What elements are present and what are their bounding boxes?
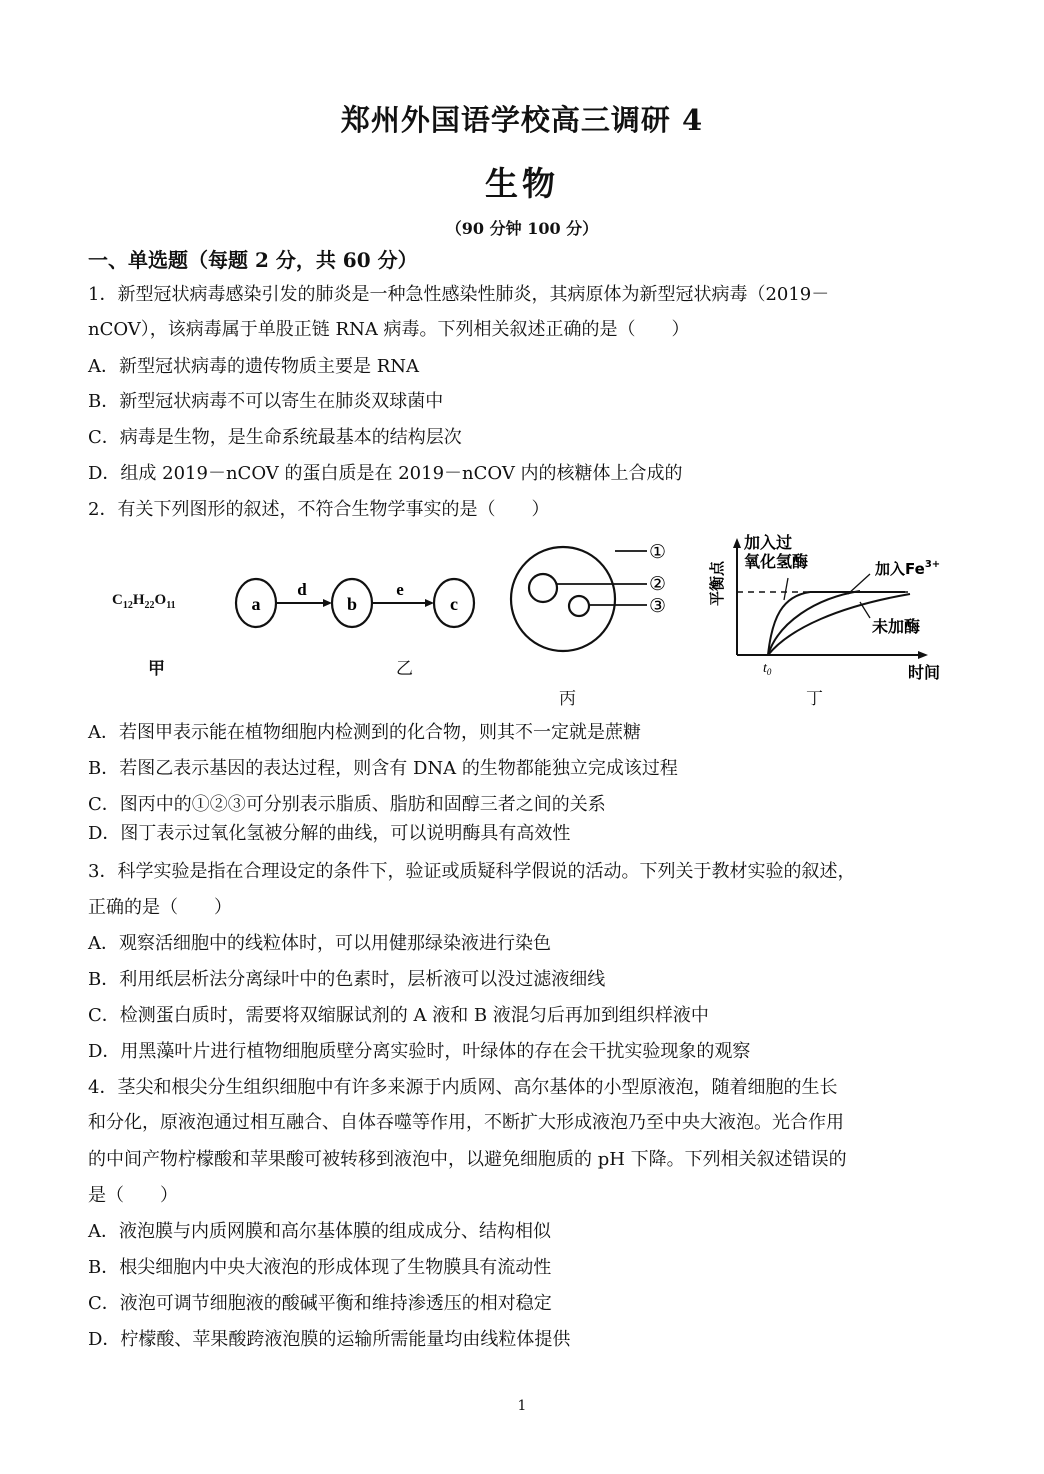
subject-title: 生物	[485, 164, 559, 203]
figure-jia-label: 甲	[148, 659, 165, 678]
yi-arrowhead-d	[323, 599, 332, 607]
q1-option-d: D．组成 2019－nCOV 的蛋白质是在 2019－nCOV 内的核糖体上合成的	[88, 463, 683, 484]
figure-jia-formula: $C_{12}H_{22}O_{11}$	[112, 592, 176, 611]
q3-stem-line1: 3．科学实验是指在合理设定的条件下，验证或质疑科学假说的活动。下列关于教材实验的叙述，	[88, 861, 856, 882]
yi-label-a: a	[251, 594, 261, 614]
q3-option-d: D．用黑藻叶片进行植物细胞质壁分离实验时，叶绿体的存在会干扰实验现象的观察	[88, 1041, 751, 1062]
q2-option-d: D．图丁表示过氧化氢被分解的曲线，可以说明酶具有高效性	[88, 823, 571, 844]
q3-option-a: A．观察活细胞中的线粒体时，可以用健那绿染液进行染色	[88, 933, 551, 954]
q1-stem-line1: 1．新型冠状病毒感染引发的肺炎是一种急性感染性肺炎，其病原体为新型冠状病毒（2019－	[88, 284, 830, 305]
ding-x-label: 时间	[908, 663, 941, 682]
q4-option-c: C．液泡可调节细胞液的酸碱平衡和维持渗透压的相对稳定	[88, 1293, 552, 1314]
q3-option-b: B．利用纸层析法分离绿叶中的色素时，层析液可以没过滤液细线	[88, 969, 606, 990]
section-heading: 一、单选题（每题 2 分，共 60 分）	[88, 248, 418, 272]
yi-arrowhead-e	[425, 599, 434, 607]
q1-option-a: A．新型冠状病毒的遗传物质主要是 RNA	[88, 356, 420, 377]
q3-stem-line2: 正确的是（ ）	[88, 897, 232, 918]
yi-label-b: b	[346, 594, 358, 614]
q4-stem-line3: 的中间产物柠檬酸和苹果酸可被转移到液泡中，以避免细胞质的 pH 下降。下列相关叙述错误的	[88, 1149, 847, 1170]
ding-pointer-enzyme	[784, 578, 788, 600]
q4-option-a: A．液泡膜与内质网膜和高尔基体膜的组成成分、结构相似	[88, 1221, 551, 1242]
ding-label-enzyme-2: 氧化氢酶	[744, 552, 809, 571]
q1-stem-line2: nCOV），该病毒属于单股正链 RNA 病毒。下列相关叙述正确的是（ ）	[88, 319, 690, 340]
figure-bing-label: 丙	[559, 689, 576, 708]
figure-ding-label: 丁	[806, 689, 823, 708]
bing-num-2: ②	[649, 573, 667, 595]
ding-label-none: 未加酶	[872, 617, 921, 636]
q4-stem-line1: 4．茎尖和根尖分生组织细胞中有许多来源于内质网、高尔基体的小型原液泡，随着细胞的生长	[88, 1077, 838, 1098]
q2-option-b: B．若图乙表示基因的表达过程，则含有 DNA 的生物都能独立完成该过程	[88, 758, 678, 779]
ding-label-fe: 加入$Fe^{3+}$	[875, 559, 941, 578]
q1-option-c: C．病毒是生物，是生命系统最基本的结构层次	[88, 427, 462, 448]
ding-y-arrowhead	[733, 538, 741, 548]
bing-inner-circle	[569, 596, 589, 616]
q4-stem-line4: 是（ ）	[88, 1185, 178, 1206]
q2-option-c: C．图丙中的①②③可分别表示脂质、脂肪和固醇三者之间的关系	[88, 794, 606, 815]
bing-middle-circle	[529, 574, 557, 602]
yi-label-d: d	[297, 580, 307, 599]
bing-num-3: ③	[649, 595, 667, 617]
q2-option-a: A．若图甲表示能在植物细胞内检测到的化合物，则其不一定就是蔗糖	[88, 722, 641, 743]
q1-option-b: B．新型冠状病毒不可以寄生在肺炎双球菌中	[88, 391, 444, 412]
ding-x-arrowhead	[918, 651, 928, 659]
ding-label-enzyme-1: 加入过	[744, 533, 793, 552]
q2-stem-line1: 2．有关下列图形的叙述，不符合生物学事实的是（ ）	[88, 499, 550, 520]
exam-title: 郑州外国语学校高三调研 4	[340, 103, 704, 137]
ding-label-t0: $t_0$	[763, 661, 772, 677]
figure-yi-diagram	[228, 572, 478, 642]
page-number: 1	[517, 1398, 527, 1414]
q3-option-c: C．检测蛋白质时，需要将双缩脲试剂的 A 液和 B 液混匀后再加到组织样液中	[88, 1005, 709, 1026]
yi-label-c: c	[450, 594, 458, 614]
bing-outer-circle	[511, 547, 615, 651]
q4-option-d: D．柠檬酸、苹果酸跨液泡膜的运输所需能量均由线粒体提供	[88, 1329, 571, 1350]
q4-option-b: B．根尖细胞内中央大液泡的形成体现了生物膜具有流动性	[88, 1257, 552, 1278]
ding-y-label: 平衡点	[708, 560, 726, 606]
yi-label-e: e	[396, 580, 404, 599]
q4-stem-line2: 和分化，原液泡通过相互融合、自体吞噬等作用，不断扩大形成液泡乃至中央大液泡。光合作用	[88, 1112, 844, 1133]
figure-yi-label: 乙	[396, 659, 413, 678]
figure-ding-graph	[700, 528, 960, 688]
time-score-info: （90 分钟 100 分）	[445, 219, 599, 238]
figure-bing-diagram	[505, 532, 685, 682]
bing-num-1: ①	[649, 541, 667, 563]
